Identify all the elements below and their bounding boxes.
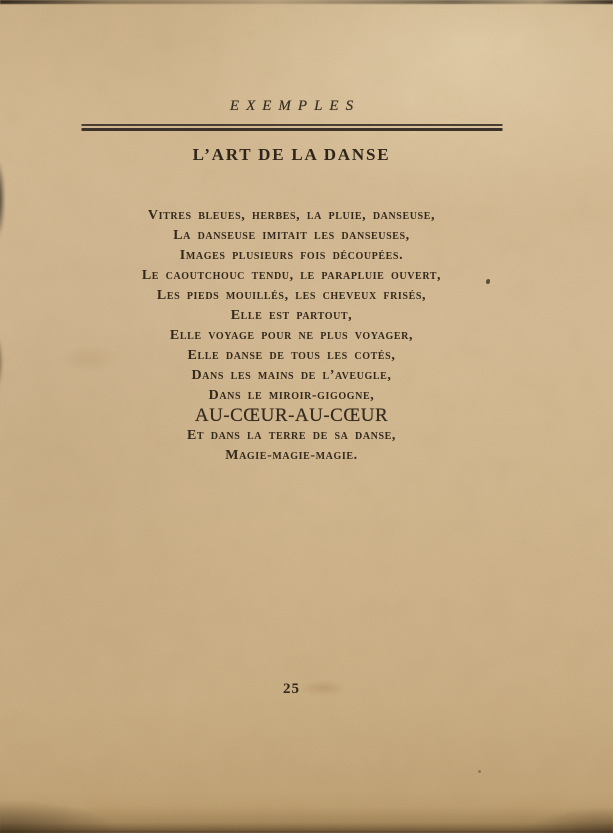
poem-line: Magie-magie-magie.	[225, 448, 358, 463]
rule-line-thick	[81, 128, 502, 131]
poem-line: Dans le miroir-gigogne,	[208, 388, 375, 403]
double-rule	[81, 124, 502, 131]
running-head: EXEMPLES	[229, 98, 361, 114]
poem-line: Le caoutchouc tendu, le parapluie ouvert,	[141, 268, 442, 283]
poem-line-emphasized: AU-CŒUR-AU-CŒUR	[194, 405, 389, 426]
poem-body	[0, 206, 583, 466]
poem-line: Elle danse de tous les cotés,	[187, 348, 396, 363]
poem-line: Images plusieurs fois découpées.	[179, 248, 404, 263]
poem-line: Et dans la terre de sa danse,	[186, 428, 397, 443]
poem-line: Elle voyage pour ne plus voyager,	[169, 328, 414, 343]
poem-line: La danseuse imitait les danseuses,	[173, 228, 410, 243]
page-number: 25	[283, 681, 300, 697]
poem-line: Elle est partout,	[230, 308, 353, 323]
poem-line: Dans les mains de l’aveugle,	[191, 368, 392, 383]
poem-title: L’ART DE LA DANSE	[192, 145, 391, 164]
poem-line: Vitres bleues, herbes, la pluie, danseuse,	[147, 208, 436, 223]
poem-line: Les pieds mouillés, les cheveux frisés,	[156, 288, 427, 303]
